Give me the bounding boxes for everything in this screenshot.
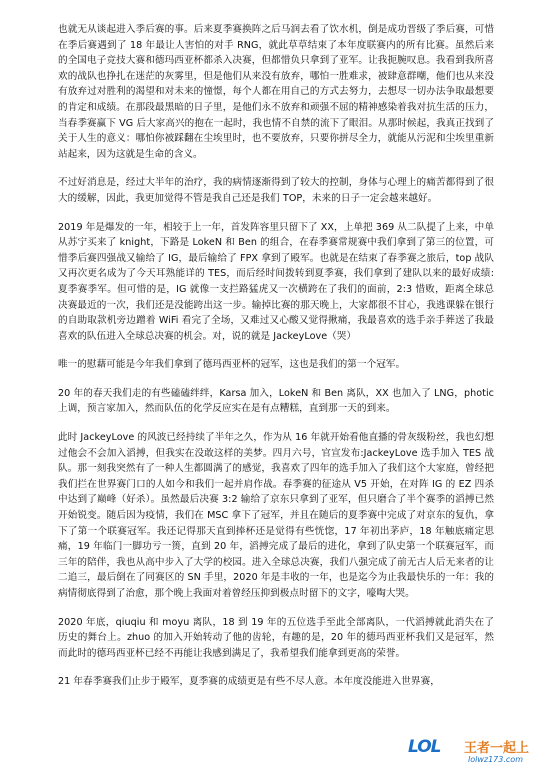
paragraph-2: 不过好消息是，经过大半年的治疗，我的病情逐渐得到了较大的控制，身体与心理上的痛苦都得到了很大的缓解，因此，我更加觉得不管是我自己还是我们 TOP，未来的日子一定会越来越好。 [58,177,494,204]
logo-url: lolwz173.com [468,755,523,764]
paragraph-6: 此时 JackeyLove 的风波已经持续了半年之久，作为从 16 年就开始看他直播的骨灰级粉丝，我也幻想过他会不会加入滔搏，但我实在没敢这样的美梦。四月六号，官宣发布:JackeyLove 选手加入 TES 战队。那一刻我突然有了一种人生都圆满了的感觉，我喜欢了四年的选手加入了我们这个大家庭，曾经把我们拦在世界赛门口的人如今和我们一起并肩作战。春季赛的征途从 V5 开始，在对阵 IG 的 EZ 四杀中达到了巅峰（好杀）。虽然最后决赛 3:2 输给了京东只拿到了亚军，但只磨合了半个赛季的滔搏已然开始锐变。随后因为疫情，我们在 MSC 拿下了冠军，并且在随后的夏季赛中完成了对京东的复仇，拿下了第一个联赛冠军。我还记得那天直到捧杯还是觉得有些恍惚，17 年初出茅庐，18 年触底痛定思痛，19 年临门一脚功亏一篑，直到 20 年，滔搏完成了最后的进化，拿到了队史第一个联赛冠军，而三年的陪伴，我也从高中步入了大学的校园。进入全球总决赛，我们八强完成了前无古人后无来者的让二追三，最后倒在了同赛区的 SN 手里，2020 年是丰收的一年，也是迄今为止我最快乐的一年：我的病情彻底得到了治愈，那个晚上我面对着曾经压抑到极点时留下的文字，嚎啕大哭。 [58,432,494,599]
logo-badge: LOL [408,737,441,757]
paragraph-7: 2020 年底，qiuqiu 和 moyu 离队，18 到 19 年的五位选手至此全部离队，一代滔搏就此消失在了历史的舞台上。zhuo 的加入开始转动了他的齿轮，有趣的是，20 年的德玛西亚杯我们又是冠军，然而此时的德玛西亚杯已经不再能让我感到满足了，我希望我们能拿到更高的荣誉。 [58,616,494,659]
paragraph-4: 唯一的慰藉可能是今年我们拿到了德玛西亚杯的冠军，这也是我们的第一个冠军。 [58,359,406,371]
paragraph-5: 20 年的春天我们走的有些磕磕绊绊，Karsa 加入，LokeN 和 Ben 离队，XX 也加入了 LNG，photic 上调，预言家加入，然而队伍的化学反应实在是有点糟糕，直到那一天的到来。 [58,387,494,415]
site-logo[interactable] [408,735,540,773]
article-body [58,22,494,703]
logo-name: 王者一起上 [464,741,530,756]
paragraph-1: 也就无从谈起进入季后赛的事。后来夏季赛换阵之后马润去看了饮水机，倒是成功晋级了季后赛，可惜在季后赛遇到了 18 年最让人害怕的对手 RNG，就此草草结束了本年度联赛内的所有比赛。虽然后来的全国电子竞技大赛和德玛西亚杯都杀入决赛，但都惜负只拿到了亚军。让我扼腕叹息。我看到我所喜欢的战队也挣扎在迷茫的灰雾里，但是他们从来没有放弃，哪怕一胜难求，被肆意群嘲，他们也从来没有放弃过对胜利的渴望和对未来的憧憬，每个人都在用自己的方式去努力，去想尽一切办法争取最想要的肯定和成绩。在那段最黑暗的日子里，是他们永不放弃和顽强不屈的精神感染着我对抗生活的压力，当春季赛赢下 VG 后大家高兴的抱在一起时，我也情不自禁的流下了眼泪。从那时候起，我真正找到了关于人生的意义：哪怕你被踩翻在尘埃里时，也不要放弃，只要你拼尽全力，就能从污泥和尘埃里重新站起来，因为这就是生命的含义。 [58,24,494,160]
paragraph-3: 2019 年是爆发的一年，相较于上一年，首发阵容里只留下了 XX，上单把 369 从二队提了上来，中单从苏宁买来了 knight，下路是 LokeN 和 Ben 的组合，在春季赛常规赛中我们拿到了第三的位置，可惜季后赛四强战又输给了 IG，最后输给了 FPX 拿到了殿军。也就是在结束了春季赛之旅后，top 战队又再次更名成为了今天耳熟能详的 TES，而后经时间拨转到夏季赛，我们拿到了建队以来的最好成绩:夏季赛季军。但可惜的是，IG 就像一支拦路猛虎又一次横跨在了我们的面前，2:3 惜败，距离全球总决赛最近的一次，我们还是没能跨出这一步。输掉比赛的那天晚上，大家都很不甘心，我逃课躲在银行的自助取款机旁边蹭着 WiFi 看完了全场，又难过又心酸又觉得揪痛，我最喜欢的选手亲手葬送了我最喜欢的队伍进入全球总决赛的机会。对，说的就是 JackeyLove（哭） [58,221,494,342]
paragraph-8: 21 年春季赛我们止步于殿军，夏季赛的成绩更是有些不尽人意。本年度没能进入世界赛， [58,676,440,688]
